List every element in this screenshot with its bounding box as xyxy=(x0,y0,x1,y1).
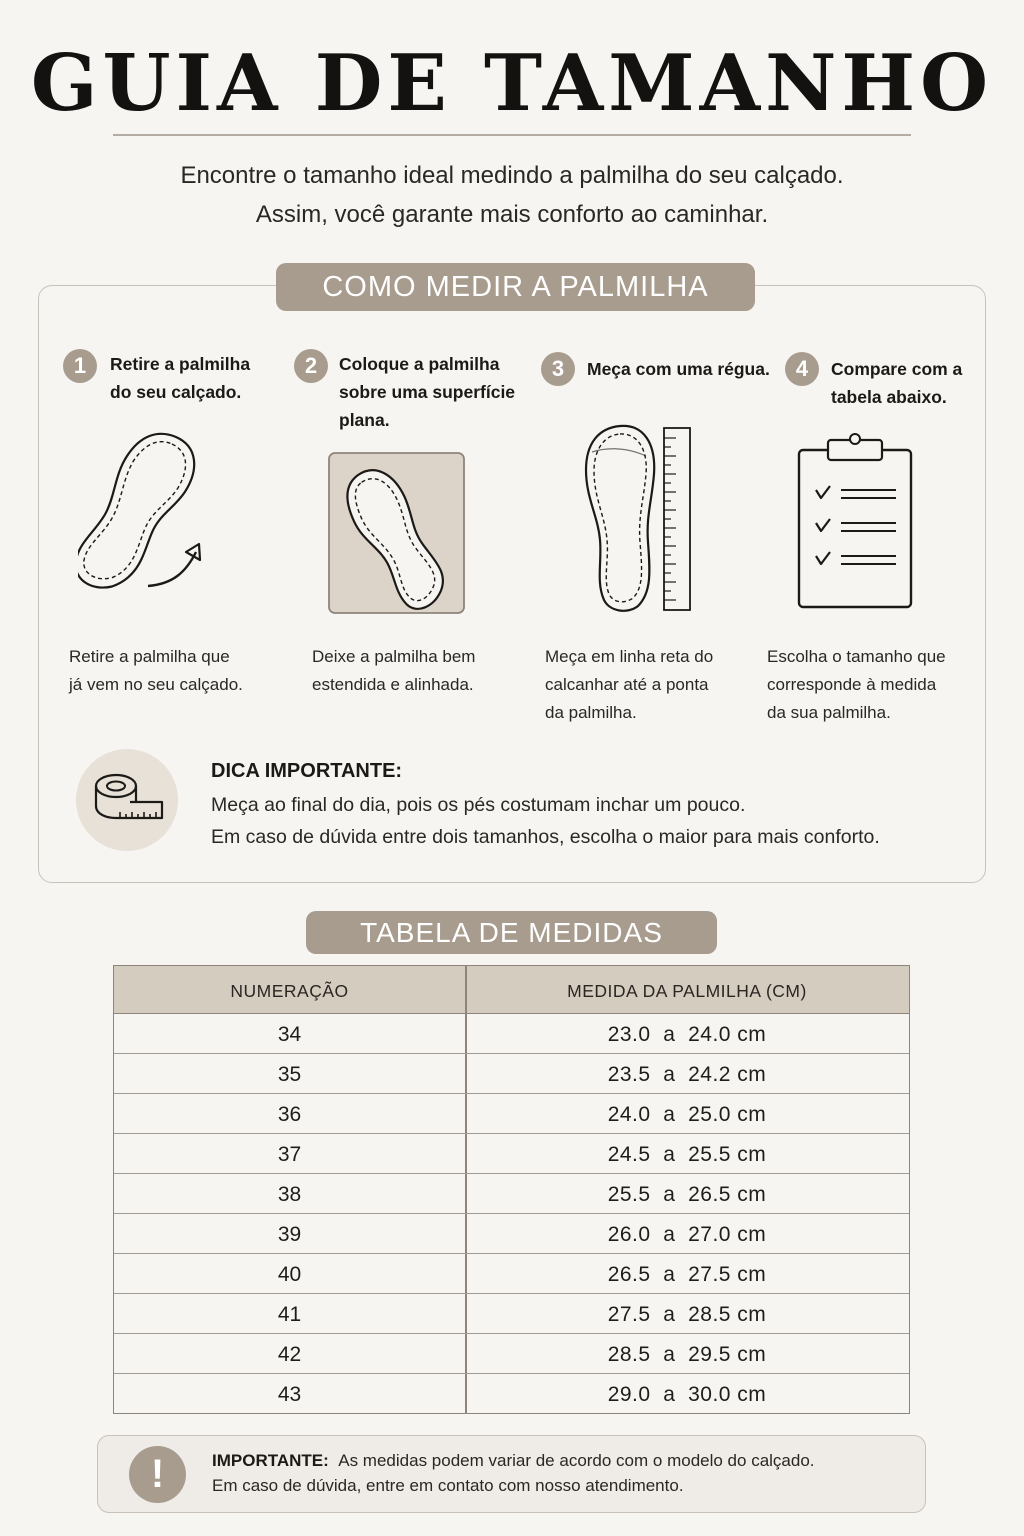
step-1-description xyxy=(69,643,243,699)
step-4-number: 4 xyxy=(785,352,819,386)
step-2-desc-line: Deixe a palmilha bem xyxy=(312,647,476,666)
cell-size: 34 xyxy=(277,1023,302,1046)
cell-size: 36 xyxy=(277,1103,302,1126)
table-row xyxy=(114,1174,909,1214)
column-header-size: NUMERAÇÃO xyxy=(230,981,349,1001)
how-to-measure-heading: COMO MEDIR A PALMILHA xyxy=(276,263,755,311)
step-2-desc-line: estendida e alinhada. xyxy=(312,675,474,694)
cell-measure: 23.0 a 24.0 cm xyxy=(607,1023,767,1046)
step-2-title-line: Coloque a palmilha xyxy=(339,354,500,374)
cell-size: 41 xyxy=(277,1303,302,1326)
tip-line-1: Meça ao final do dia, pois os pés costumam inchar um pouco. xyxy=(211,794,746,816)
step-3-number: 3 xyxy=(541,352,575,386)
title-divider xyxy=(113,134,911,136)
size-table-heading: TABELA DE MEDIDAS xyxy=(306,911,717,954)
step-4-title-line: tabela abaixo. xyxy=(831,387,947,407)
subtitle-line-1: Encontre o tamanho ideal medindo a palmilha do seu calçado. xyxy=(180,162,844,189)
table-row xyxy=(114,1254,909,1294)
cell-measure: 26.0 a 27.0 cm xyxy=(607,1223,767,1246)
step-1-desc-line: já vem no seu calçado. xyxy=(69,675,243,694)
cell-measure: 24.5 a 25.5 cm xyxy=(607,1143,767,1166)
step-1-title-line: do seu calçado. xyxy=(110,382,242,402)
cell-size: 35 xyxy=(277,1063,302,1086)
step-3-desc-line: da palmilha. xyxy=(545,703,637,722)
step-4-title xyxy=(831,355,962,411)
step-2-title-line: sobre uma superfície xyxy=(339,382,516,402)
step-2-description xyxy=(312,643,475,699)
important-note-box xyxy=(97,1435,926,1513)
step-2-title-line: plana. xyxy=(339,410,390,430)
page-subtitle xyxy=(0,156,1024,234)
table-row xyxy=(114,1214,909,1254)
note-label: IMPORTANTE: xyxy=(212,1451,329,1470)
cell-size: 38 xyxy=(277,1183,302,1206)
tip-line-2: Em caso de dúvida entre dois tamanhos, escolha o maior para mais conforto. xyxy=(211,826,880,848)
note-line-1 xyxy=(212,1451,815,1471)
table-row xyxy=(114,1294,909,1334)
step-4-desc-line: da sua palmilha. xyxy=(767,703,891,722)
note-text-1: As medidas podem variar de acordo com o modelo do calçado. xyxy=(338,1451,815,1470)
table-row xyxy=(114,1094,909,1134)
subtitle-line-2: Assim, você garante mais conforto ao caminhar. xyxy=(255,201,769,228)
page-title: GUIA DE TAMANHO xyxy=(30,38,994,129)
step-4-description xyxy=(767,643,946,727)
tip-title: DICA IMPORTANTE: xyxy=(211,760,403,782)
step-4-title-line: Compare com a xyxy=(831,359,963,379)
table-row xyxy=(114,1134,909,1174)
table-row xyxy=(114,1374,909,1414)
cell-measure: 28.5 a 29.5 cm xyxy=(607,1343,767,1366)
table-row xyxy=(114,1014,909,1054)
insole-flat-surface-icon xyxy=(328,452,466,616)
step-3-desc-line: Meça em linha reta do xyxy=(545,647,714,666)
column-header-measure: MEDIDA DA PALMILHA (CM) xyxy=(567,981,807,1001)
step-4-desc-line: corresponde à medida xyxy=(767,675,937,694)
step-2-number: 2 xyxy=(294,349,328,383)
measuring-tape-icon xyxy=(90,768,166,830)
cell-size: 40 xyxy=(277,1263,302,1286)
cell-size: 39 xyxy=(277,1223,302,1246)
step-1-title-line: Retire a palmilha xyxy=(110,354,251,374)
clipboard-checklist-icon xyxy=(796,430,916,612)
step-3-title xyxy=(587,355,770,383)
cell-size: 37 xyxy=(277,1143,302,1166)
exclamation-icon: ! xyxy=(129,1446,186,1503)
cell-measure: 23.5 a 24.2 cm xyxy=(607,1063,767,1086)
table-row xyxy=(114,1054,909,1094)
cell-size: 43 xyxy=(277,1383,302,1406)
cell-measure: 24.0 a 25.0 cm xyxy=(607,1103,767,1126)
size-table xyxy=(113,965,910,1414)
step-2-title xyxy=(339,350,515,434)
cell-measure: 29.0 a 30.0 cm xyxy=(607,1383,767,1406)
insole-ruler-icon xyxy=(580,422,696,614)
step-3-desc-line: calcanhar até a ponta xyxy=(545,675,709,694)
table-row xyxy=(114,1334,909,1374)
step-3-title-line: Meça com uma régua. xyxy=(587,359,770,379)
step-1-title xyxy=(110,350,250,406)
step-4-desc-line: Escolha o tamanho que xyxy=(767,647,946,666)
cell-measure: 27.5 a 28.5 cm xyxy=(607,1303,767,1326)
note-line-2: Em caso de dúvida, entre em contato com nosso atendimento. xyxy=(212,1476,684,1495)
step-3-description xyxy=(545,643,713,727)
step-1-number: 1 xyxy=(63,349,97,383)
step-1-desc-line: Retire a palmilha que xyxy=(69,647,230,666)
size-table-header xyxy=(114,966,909,1014)
cell-size: 42 xyxy=(277,1343,302,1366)
cell-measure: 26.5 a 27.5 cm xyxy=(607,1263,767,1286)
cell-measure: 25.5 a 26.5 cm xyxy=(607,1183,767,1206)
insole-removal-icon xyxy=(78,420,218,605)
